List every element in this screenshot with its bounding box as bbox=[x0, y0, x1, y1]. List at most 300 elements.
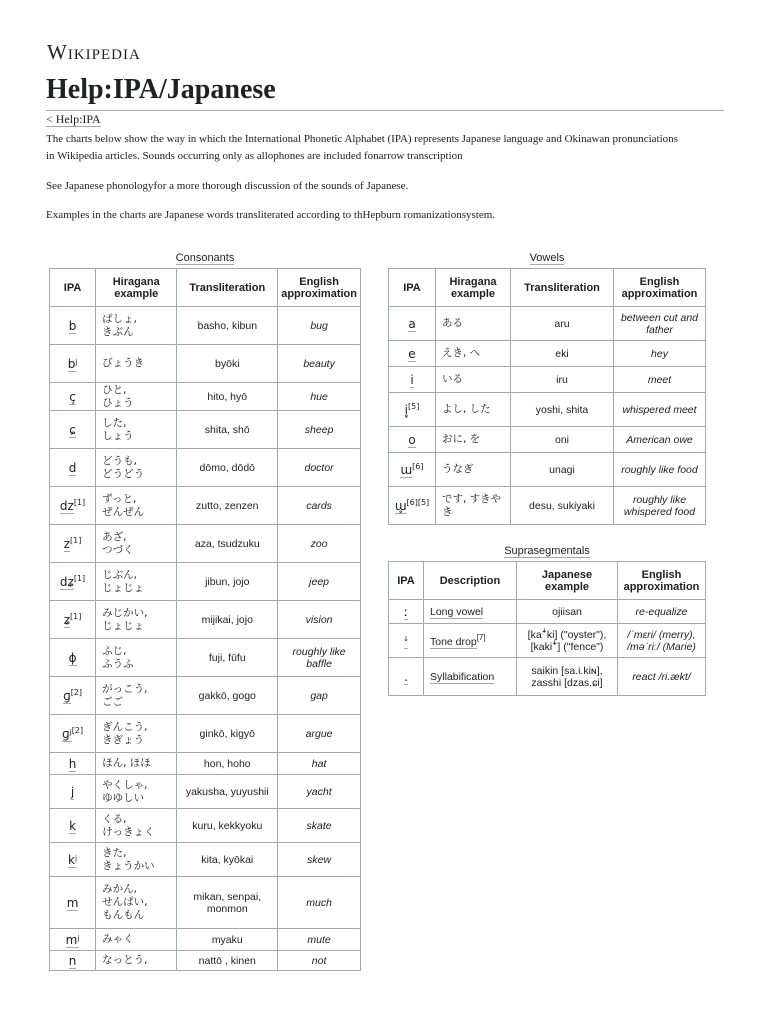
transliteration-cell bbox=[177, 383, 278, 411]
ipa-symbol-link[interactable]: a bbox=[408, 316, 416, 331]
hiragana-text: いる bbox=[442, 373, 463, 385]
supra-caption bbox=[388, 545, 706, 557]
transliteration-cell bbox=[177, 449, 278, 487]
vow-header-ipa: IPA bbox=[389, 269, 436, 307]
hiragana-cell bbox=[96, 525, 177, 563]
hiragana-line: つづく bbox=[102, 543, 134, 556]
vowel-row bbox=[389, 341, 706, 367]
ipa-cell bbox=[50, 639, 96, 677]
hiragana-line: ひょう bbox=[102, 396, 134, 409]
vowels-table bbox=[388, 268, 706, 525]
transliteration-text: kita, kyōkai bbox=[201, 853, 254, 866]
english-cell bbox=[278, 383, 361, 411]
english-text: roughly like baffle bbox=[292, 645, 346, 670]
english-cell bbox=[278, 753, 361, 775]
english-text: whispered meet bbox=[622, 403, 697, 416]
hiragana-cell bbox=[96, 677, 177, 715]
ipa-symbol-link[interactable]: i bbox=[410, 372, 414, 387]
transliteration-cell bbox=[177, 753, 278, 775]
hiragana-line: ゆゆしい bbox=[102, 791, 145, 804]
consonant-row bbox=[50, 345, 361, 383]
ipa-symbol-link[interactable]: k bbox=[69, 818, 77, 833]
consonant-row bbox=[50, 487, 361, 525]
description-link[interactable]: Tone drop bbox=[430, 635, 477, 648]
english-cell bbox=[614, 427, 706, 453]
hiragana-line: きぶん bbox=[102, 325, 134, 338]
ipa-cell bbox=[50, 345, 96, 383]
cons-header-ipa: IPA bbox=[50, 269, 96, 307]
hiragana-line: どうも, bbox=[102, 454, 137, 467]
english-text: skate bbox=[306, 819, 332, 832]
consonant-row bbox=[50, 809, 361, 843]
hiragana-line: どうどう bbox=[102, 467, 145, 480]
transliteration-cell bbox=[177, 487, 278, 525]
english-cell bbox=[618, 658, 706, 696]
hiragana-line: ぎんこう, bbox=[102, 720, 148, 733]
consonant-row bbox=[50, 525, 361, 563]
english-cell bbox=[618, 624, 706, 658]
ipa-cell bbox=[50, 411, 96, 449]
consonant-row bbox=[50, 601, 361, 639]
transliteration-text: mikan, senpai, monmon bbox=[193, 890, 262, 915]
suprasegmental-row bbox=[389, 658, 706, 696]
consonant-row bbox=[50, 929, 361, 951]
transliteration-text: eki bbox=[555, 347, 569, 360]
hiragana-line: ずっと, bbox=[102, 492, 137, 505]
hiragana-cell bbox=[436, 307, 511, 341]
transliteration-cell bbox=[511, 393, 614, 427]
ipa-cell bbox=[389, 600, 424, 624]
supra-header-ipa: IPA bbox=[389, 562, 424, 600]
vowel-row bbox=[389, 487, 706, 525]
english-text: re-equalize bbox=[635, 605, 688, 618]
english-cell bbox=[614, 393, 706, 427]
example-text: ojiisan bbox=[552, 605, 582, 618]
vowels-caption-link[interactable]: Vowels bbox=[529, 252, 565, 264]
english-text: skew bbox=[307, 853, 332, 866]
hiragana-line: じぶん, bbox=[102, 568, 137, 581]
consonant-row bbox=[50, 775, 361, 809]
footnote-ref[interactable]: [6][5] bbox=[406, 498, 430, 507]
ipa-symbol-link[interactable]: mʲ bbox=[65, 932, 80, 947]
ipa-symbol-link[interactable]: ɕ bbox=[69, 422, 76, 437]
example-cell bbox=[517, 658, 618, 696]
ipa-cell bbox=[50, 715, 96, 753]
hiragana-line: みかん, bbox=[102, 883, 137, 895]
supra-header-description: Description bbox=[424, 562, 517, 600]
consonants-caption-link[interactable]: Consonants bbox=[175, 252, 235, 264]
ipa-symbol-link[interactable]: n bbox=[68, 953, 77, 968]
footnote-ref[interactable]: [7] bbox=[476, 633, 486, 643]
hiragana-line: しょう bbox=[102, 429, 134, 442]
english-cell bbox=[278, 639, 361, 677]
hiragana-line: きょうかい bbox=[102, 859, 155, 872]
ipa-cell bbox=[50, 843, 96, 877]
consonant-row bbox=[50, 843, 361, 877]
ipa-cell bbox=[389, 453, 436, 487]
english-text: gap bbox=[310, 689, 328, 702]
hiragana-cell bbox=[96, 449, 177, 487]
transliteration-text: unagi bbox=[549, 463, 575, 476]
english-cell bbox=[278, 563, 361, 601]
transliteration-text: yoshi, shita bbox=[535, 403, 589, 416]
hiragana-cell bbox=[96, 601, 177, 639]
consonant-row bbox=[50, 677, 361, 715]
hiragana-line: した, bbox=[102, 416, 127, 429]
transliteration-text: gakkō, gogo bbox=[198, 689, 256, 702]
ipa-cell bbox=[389, 487, 436, 525]
english-text: bug bbox=[310, 319, 328, 332]
english-text: meet bbox=[647, 373, 672, 386]
hiragana-line: みゃく bbox=[102, 933, 134, 945]
transliteration-text: dōmo, dōdō bbox=[199, 461, 256, 474]
ipa-cell bbox=[50, 563, 96, 601]
hiragana-cell bbox=[436, 427, 511, 453]
transliteration-cell bbox=[511, 487, 614, 525]
consonant-row bbox=[50, 383, 361, 411]
vowel-row bbox=[389, 307, 706, 341]
hiragana-text: えき, へ bbox=[442, 347, 481, 359]
romanization-paragraph: Examples in the charts are Japanese words transliterated according to thHepburn romanizationsystem. bbox=[46, 209, 496, 221]
vowel-row bbox=[389, 367, 706, 393]
ipa-symbol-link[interactable]: . bbox=[404, 669, 408, 684]
page-title: Help:IPA/Japanese bbox=[46, 74, 276, 105]
hiragana-line: じょじょ bbox=[102, 619, 145, 632]
hiragana-text: ある bbox=[442, 317, 463, 329]
hiragana-line: ひと, bbox=[102, 383, 127, 396]
english-text: much bbox=[306, 896, 332, 909]
cons-header-english: English approximation bbox=[278, 269, 361, 307]
ipa-symbol-link[interactable]: h bbox=[68, 756, 77, 771]
transliteration-cell bbox=[177, 345, 278, 383]
hiragana-text: うなぎ bbox=[442, 463, 474, 475]
footnote-ref[interactable]: [6] bbox=[412, 462, 424, 471]
transliteration-cell bbox=[177, 639, 278, 677]
transliteration-cell bbox=[177, 525, 278, 563]
description-link[interactable]: Long vowel bbox=[430, 605, 484, 618]
consonant-row bbox=[50, 563, 361, 601]
english-text: doctor bbox=[304, 461, 334, 474]
transliteration-text: basho, kibun bbox=[197, 319, 258, 332]
hiragana-line: けっきょく bbox=[102, 825, 155, 838]
english-cell bbox=[278, 951, 361, 971]
hiragana-line: せんぱい, bbox=[102, 896, 148, 908]
hiragana-cell bbox=[436, 453, 511, 487]
ipa-symbol-link[interactable]: i̥ bbox=[404, 403, 408, 417]
ipa-symbol-link[interactable]: z bbox=[63, 537, 71, 551]
description-cell bbox=[424, 624, 517, 658]
vowel-row bbox=[389, 453, 706, 487]
ipa-symbol-link[interactable]: d bbox=[68, 460, 77, 475]
hiragana-cell bbox=[96, 563, 177, 601]
english-text: hat bbox=[311, 757, 327, 770]
supra-header-example: Japanese example bbox=[517, 562, 618, 600]
transliteration-text: zutto, zenzen bbox=[196, 499, 259, 512]
english-cell bbox=[278, 449, 361, 487]
hiragana-cell bbox=[96, 715, 177, 753]
consonant-row bbox=[50, 715, 361, 753]
ipa-symbol-link[interactable]: ː bbox=[403, 604, 409, 619]
english-cell bbox=[278, 487, 361, 525]
transliteration-text: hon, hoho bbox=[203, 757, 251, 770]
description-cell bbox=[424, 658, 517, 696]
ipa-symbol-link[interactable]: ɡ bbox=[63, 689, 71, 703]
english-cell bbox=[278, 677, 361, 715]
ipa-symbol-link[interactable]: b bbox=[68, 318, 77, 333]
english-text: beauty bbox=[303, 357, 335, 370]
consonants-table bbox=[49, 268, 361, 971]
consonant-row bbox=[50, 449, 361, 487]
ipa-symbol-link[interactable]: j bbox=[70, 784, 75, 799]
ipa-cell bbox=[50, 677, 96, 715]
ipa-cell bbox=[50, 383, 96, 411]
transliteration-text: hito, hyō bbox=[207, 390, 248, 403]
transliteration-cell bbox=[511, 367, 614, 393]
english-cell bbox=[618, 600, 706, 624]
transliteration-cell bbox=[511, 453, 614, 487]
english-cell bbox=[278, 345, 361, 383]
english-text: roughly like whispered food bbox=[623, 493, 696, 518]
hiragana-cell bbox=[96, 753, 177, 775]
intro-paragraph bbox=[46, 131, 736, 165]
hiragana-line: きた, bbox=[102, 846, 127, 859]
hiragana-cell bbox=[96, 383, 177, 411]
ipa-cell bbox=[50, 951, 96, 971]
transliteration-text: aza, tsudzuku bbox=[194, 537, 260, 550]
breadcrumb[interactable] bbox=[46, 112, 101, 127]
hiragana-cell bbox=[96, 307, 177, 345]
hiragana-line: ごご bbox=[102, 695, 124, 708]
vow-header-transliteration: Transliteration bbox=[511, 269, 614, 307]
hiragana-line: ふうふ bbox=[102, 657, 134, 670]
wikipedia-wordmark[interactable]: Wikipedia bbox=[47, 40, 141, 64]
example-cell bbox=[517, 600, 618, 624]
ipa-symbol-link[interactable]: ɸ bbox=[68, 650, 77, 665]
transliteration-cell bbox=[177, 307, 278, 345]
hiragana-line: くる, bbox=[102, 812, 127, 825]
transliteration-text: fuji, fūfu bbox=[208, 651, 246, 664]
ipa-symbol-link[interactable]: ç bbox=[69, 389, 76, 404]
footnote-ref[interactable]: [1] bbox=[73, 574, 86, 583]
hiragana-cell bbox=[436, 367, 511, 393]
hiragana-line: じょじょ bbox=[102, 581, 145, 594]
vow-header-hiragana: Hiragana example bbox=[436, 269, 511, 307]
english-cell bbox=[278, 877, 361, 929]
english-cell bbox=[614, 367, 706, 393]
ipa-cell bbox=[389, 341, 436, 367]
hiragana-cell bbox=[96, 929, 177, 951]
transliteration-text: shita, shō bbox=[204, 423, 250, 436]
hiragana-text: です, すきやき bbox=[442, 492, 502, 518]
hiragana-cell bbox=[96, 639, 177, 677]
hiragana-cell bbox=[96, 951, 177, 971]
title-rule bbox=[46, 110, 724, 111]
english-text: argue bbox=[305, 727, 333, 740]
intro-line-2: in Wikipedia articles. Sounds occurring only as allophones are included fonarrow transcription bbox=[46, 150, 463, 162]
ipa-symbol-link[interactable]: ꜜ bbox=[403, 633, 409, 648]
english-text: mute bbox=[307, 933, 331, 946]
vowel-row bbox=[389, 427, 706, 453]
intro-line-1: The charts below show the way in which the International Phonetic Alphabet (IPA) represents Japanese language and Okinawan pronunciations bbox=[46, 133, 678, 145]
description-link[interactable]: Syllabification bbox=[430, 670, 495, 683]
transliteration-cell bbox=[177, 563, 278, 601]
ipa-cell bbox=[50, 487, 96, 525]
transliteration-cell bbox=[511, 427, 614, 453]
suprasegmental-row bbox=[389, 600, 706, 624]
supra-header-english: English approximation bbox=[618, 562, 706, 600]
hiragana-cell bbox=[96, 843, 177, 877]
hiragana-line: ぜんぜん bbox=[102, 505, 145, 518]
transliteration-text: myaku bbox=[211, 933, 243, 946]
ipa-symbol-link[interactable]: ɯ̥ bbox=[394, 499, 407, 513]
english-cell bbox=[614, 307, 706, 341]
english-cell bbox=[614, 453, 706, 487]
footnote-ref[interactable]: [1] bbox=[70, 536, 82, 545]
ipa-symbol-link[interactable]: ɯ bbox=[400, 463, 413, 477]
ipa-cell bbox=[389, 307, 436, 341]
transliteration-cell bbox=[177, 715, 278, 753]
hiragana-cell bbox=[96, 345, 177, 383]
transliteration-text: jibun, jojo bbox=[205, 575, 250, 588]
hiragana-line: ふじ, bbox=[102, 644, 127, 657]
hiragana-line: なっとう, bbox=[102, 954, 148, 966]
ipa-cell bbox=[50, 525, 96, 563]
transliteration-cell bbox=[511, 307, 614, 341]
consonant-row bbox=[50, 951, 361, 971]
ipa-symbol-link[interactable]: o bbox=[408, 432, 416, 447]
consonant-row bbox=[50, 639, 361, 677]
vow-header-english: English approximation bbox=[614, 269, 706, 307]
ipa-cell bbox=[389, 427, 436, 453]
hiragana-cell bbox=[96, 775, 177, 809]
transliteration-cell bbox=[177, 601, 278, 639]
ipa-cell bbox=[50, 877, 96, 929]
transliteration-cell bbox=[511, 341, 614, 367]
english-cell bbox=[278, 307, 361, 345]
english-cell bbox=[278, 715, 361, 753]
footnote-ref[interactable]: [2] bbox=[71, 726, 84, 735]
hiragana-line: きぎょう bbox=[102, 733, 145, 746]
ipa-symbol-link[interactable]: kʲ bbox=[68, 852, 78, 867]
ipa-cell bbox=[50, 601, 96, 639]
english-text: hey bbox=[651, 347, 668, 360]
footnote-ref[interactable]: [2] bbox=[70, 688, 83, 697]
consonant-row bbox=[50, 753, 361, 775]
consonants-caption bbox=[50, 252, 360, 264]
english-text: yacht bbox=[306, 785, 332, 798]
hiragana-text: おに, を bbox=[442, 433, 481, 445]
ipa-symbol-link[interactable]: ɡʲ bbox=[62, 727, 72, 741]
supra-table bbox=[388, 561, 706, 696]
hiragana-line: ばしょ, bbox=[102, 312, 137, 325]
hiragana-cell bbox=[436, 341, 511, 367]
footnote-ref[interactable]: [5] bbox=[408, 402, 420, 411]
english-cell bbox=[278, 411, 361, 449]
footnote-ref[interactable]: [1] bbox=[70, 612, 82, 621]
hiragana-cell bbox=[436, 393, 511, 427]
transliteration-cell bbox=[177, 775, 278, 809]
ipa-cell bbox=[50, 753, 96, 775]
ipa-symbol-link[interactable]: m bbox=[66, 895, 79, 910]
transliteration-text: aru bbox=[554, 317, 570, 330]
ipa-cell bbox=[389, 658, 424, 696]
transliteration-text: kuru, kekkyoku bbox=[192, 819, 263, 832]
ipa-symbol-link[interactable]: dʑ bbox=[59, 575, 74, 589]
suprasegmental-row bbox=[389, 624, 706, 658]
english-text: hue bbox=[310, 390, 328, 403]
ipa-cell bbox=[50, 307, 96, 345]
transliteration-text: ginkō, kigyō bbox=[199, 727, 255, 740]
transliteration-cell bbox=[177, 677, 278, 715]
english-cell bbox=[614, 341, 706, 367]
hiragana-cell bbox=[96, 487, 177, 525]
example-text: [kaꜜki] ("oyster"), [kakiꜜ] ("fence") bbox=[527, 628, 607, 653]
phonology-paragraph: See Japanese phonologyfor a more thorough discussion of the sounds of Japanese. bbox=[46, 180, 409, 192]
transliteration-text: nattō , kinen bbox=[198, 954, 256, 967]
ipa-cell bbox=[50, 809, 96, 843]
hiragana-line: みじかい, bbox=[102, 606, 148, 619]
hiragana-line: あざ, bbox=[102, 530, 127, 543]
ipa-symbol-link[interactable]: ʑ bbox=[63, 613, 71, 627]
hiragana-cell bbox=[436, 487, 511, 525]
english-cell bbox=[614, 487, 706, 525]
english-text: /ˈmɛri/ (merry), /məˈriː/ (Marie) bbox=[627, 628, 696, 653]
english-text: American owe bbox=[626, 433, 693, 446]
ipa-cell bbox=[389, 393, 436, 427]
ipa-symbol-link[interactable]: bʲ bbox=[67, 356, 78, 371]
ipa-cell bbox=[389, 624, 424, 658]
transliteration-cell bbox=[177, 411, 278, 449]
english-cell bbox=[278, 601, 361, 639]
example-cell bbox=[517, 624, 618, 658]
transliteration-text: mijikai, jojo bbox=[201, 613, 253, 626]
breadcrumb-link[interactable]: < Help:IPA bbox=[46, 112, 101, 126]
ipa-cell bbox=[50, 929, 96, 951]
ipa-cell bbox=[50, 449, 96, 487]
english-cell bbox=[278, 525, 361, 563]
ipa-symbol-link[interactable]: dz bbox=[59, 499, 74, 513]
hiragana-line: やくしゃ, bbox=[102, 778, 148, 791]
transliteration-text: byōki bbox=[215, 357, 240, 370]
vowel-row bbox=[389, 393, 706, 427]
transliteration-cell bbox=[177, 929, 278, 951]
english-cell bbox=[278, 809, 361, 843]
ipa-symbol-link[interactable]: e bbox=[408, 346, 416, 361]
consonant-row bbox=[50, 877, 361, 929]
example-text: saikin [sa.i.kiɴ], zasshi [dzas.ɕi] bbox=[531, 664, 603, 689]
english-text: zoo bbox=[310, 537, 328, 550]
consonant-row bbox=[50, 307, 361, 345]
hiragana-cell bbox=[96, 877, 177, 929]
footnote-ref[interactable]: [1] bbox=[73, 498, 86, 507]
english-text: sheep bbox=[304, 423, 334, 436]
hiragana-line: ほん, ほほ bbox=[102, 757, 151, 769]
supra-caption-link[interactable]: Suprasegmentals bbox=[504, 545, 590, 557]
transliteration-cell bbox=[177, 877, 278, 929]
description-cell bbox=[424, 600, 517, 624]
transliteration-cell bbox=[177, 843, 278, 877]
ipa-cell bbox=[50, 775, 96, 809]
ipa-cell bbox=[389, 367, 436, 393]
transliteration-cell bbox=[177, 951, 278, 971]
transliteration-text: oni bbox=[554, 433, 569, 446]
english-text: react /ri.ækt/ bbox=[632, 670, 691, 683]
consonant-row bbox=[50, 411, 361, 449]
english-cell bbox=[278, 775, 361, 809]
transliteration-text: desu, sukiyaki bbox=[529, 499, 595, 512]
english-cell bbox=[278, 929, 361, 951]
english-text: between cut and father bbox=[620, 311, 699, 336]
